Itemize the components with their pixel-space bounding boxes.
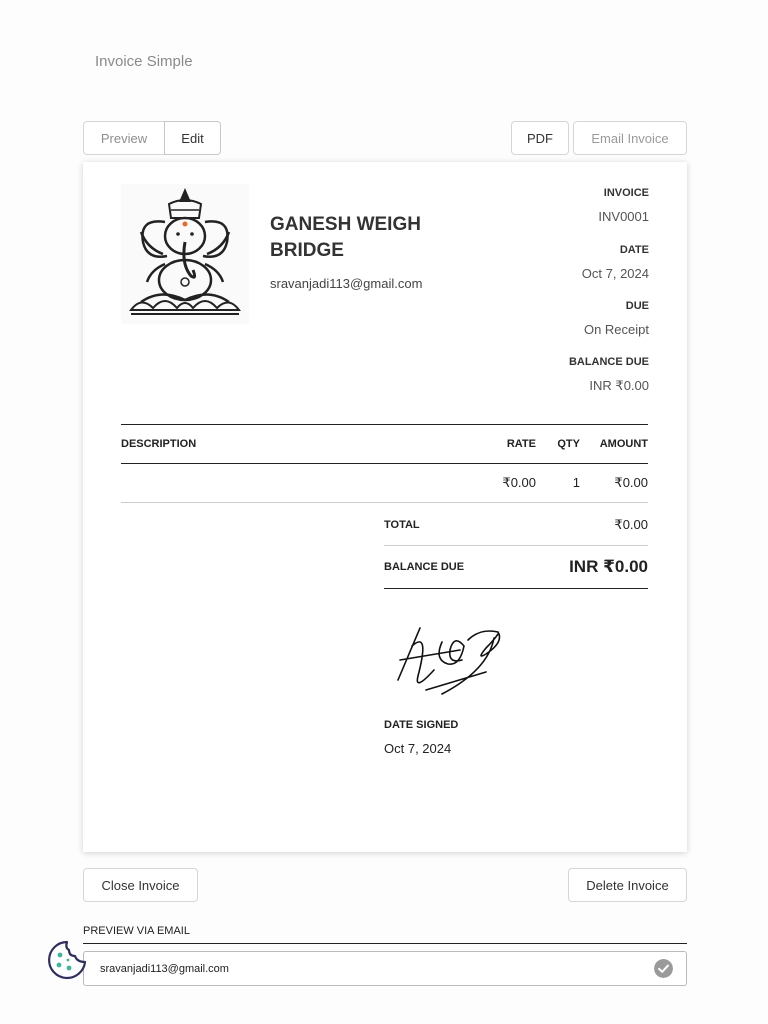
email-invoice-button[interactable]: Email Invoice: [573, 121, 687, 155]
delete-invoice-button[interactable]: Delete Invoice: [568, 868, 687, 902]
due-label: DUE: [625, 300, 649, 312]
balance-due-row: [384, 546, 648, 589]
invoice-label: INVOICE: [603, 187, 649, 199]
ganesha-logo-icon: [121, 184, 249, 324]
app-title: Invoice Simple: [95, 53, 193, 70]
balance-due-value: INR ₹0.00: [589, 378, 649, 393]
date-signed-label: DATE SIGNED: [384, 719, 459, 731]
invoice-document: [83, 162, 687, 852]
balance-due-label: BALANCE DUE: [568, 356, 649, 368]
invoice-number: INV0001: [598, 209, 649, 224]
pdf-button[interactable]: PDF: [511, 121, 569, 155]
item-rate: ₹0.00: [502, 475, 536, 490]
item-qty: 1: [572, 475, 580, 490]
table-row[interactable]: [121, 464, 648, 503]
invoice-date: Oct 7, 2024: [581, 266, 649, 281]
business-name: GANESH WEIGH BRIDGE: [270, 214, 421, 261]
col-rate: RATE: [506, 438, 536, 450]
cookie-icon[interactable]: [47, 940, 87, 980]
balance-due-total-label: BALANCE DUE: [384, 561, 465, 573]
date-signed-value: Oct 7, 2024: [384, 741, 452, 756]
col-qty: QTY: [557, 438, 580, 450]
due-value: On Receipt: [583, 322, 649, 337]
preview-via-email-label: PREVIEW VIA EMAIL: [83, 925, 190, 937]
items-table-header: [121, 424, 648, 464]
check-icon[interactable]: [654, 959, 673, 978]
date-label: DATE: [619, 244, 649, 256]
preview-email-input[interactable]: [83, 951, 687, 986]
balance-due-total-value: INR ₹0.00: [569, 557, 648, 576]
divider: [83, 943, 687, 944]
total-row: [384, 503, 648, 546]
item-amount: ₹0.00: [614, 475, 648, 490]
close-invoice-button[interactable]: Close Invoice: [83, 868, 198, 902]
signature-image: [390, 620, 515, 700]
tab-edit[interactable]: Edit: [164, 121, 221, 155]
business-email: sravanjadi113@gmail.com: [270, 276, 423, 291]
tab-preview[interactable]: Preview: [83, 121, 165, 155]
total-value: ₹0.00: [614, 517, 648, 532]
col-description: DESCRIPTION: [121, 438, 197, 450]
col-amount: AMOUNT: [599, 438, 648, 450]
total-label: TOTAL: [384, 519, 420, 531]
